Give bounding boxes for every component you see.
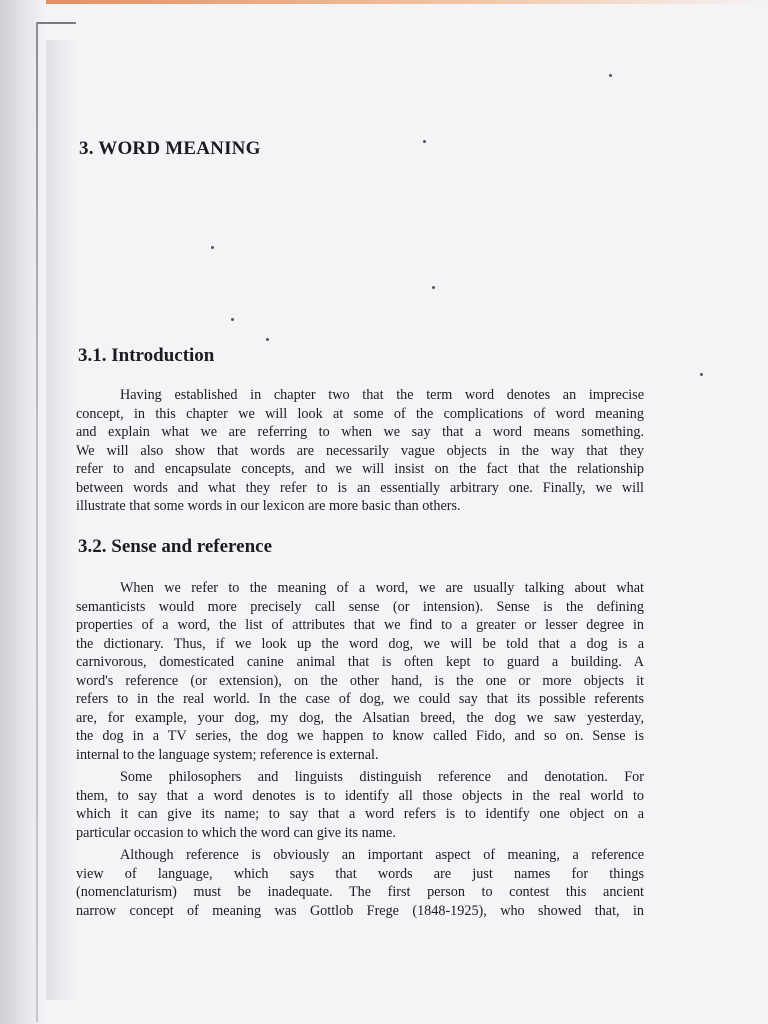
section-heading-sense-and-reference: 3.2. Sense and reference xyxy=(78,536,273,557)
text-line: them, to say that a word denotes is to identify all those objects in the real world to xyxy=(76,787,644,804)
text-line: refer to and encapsulate concepts, and we will insist on the fact that the relationship xyxy=(76,461,644,477)
text-line: (nomenclaturism) must be inadequate. The first person to contest this ancient xyxy=(76,884,644,900)
scan-speck xyxy=(432,286,435,289)
text-line: Some philosophers and linguists distinguish reference and denotation. For xyxy=(120,769,644,785)
text-line: concept, in this chapter we will look at some of the complications of word meaning xyxy=(76,405,644,422)
text-line: word's reference (or extension), on the other hand, is the one or more objects it xyxy=(76,672,644,689)
text-line: which it can give its name; to say that a word refers is to identify one object on a xyxy=(76,806,644,822)
text-line: and explain what we are referring to when we say that a word means something. xyxy=(76,424,644,440)
text-line: internal to the language system; reference is external. xyxy=(76,746,379,763)
text-line: view of language, which says that words are just names for things xyxy=(76,865,644,882)
text-line: are, for example, your dog, my dog, the Alsatian breed, the dog we saw yesterday, xyxy=(76,709,644,726)
page-binding-shadow xyxy=(0,0,46,1024)
text-line: Although reference is obviously an important aspect of meaning, a reference xyxy=(120,847,644,863)
scan-speck xyxy=(700,373,703,376)
text-line: the dictionary. Thus, if we look up the word dog, we will be told that a dog is a xyxy=(76,635,644,652)
scan-speck xyxy=(266,338,269,341)
text-line: When we refer to the meaning of a word, we are usually talking about what xyxy=(120,580,644,596)
scan-speck xyxy=(609,74,612,77)
text-line: semanticists would more precisely call sense (or intension). Sense is the defining xyxy=(76,598,644,615)
paragraph-introduction xyxy=(76,386,644,516)
text-line: Having established in chapter two that the term word denotes an imprecise xyxy=(120,387,644,403)
page-binding-line xyxy=(36,22,38,1022)
text-line: refers to in the real world. In the case of dog, we could say that its possible referents xyxy=(76,691,644,707)
page-top-edge xyxy=(0,0,768,4)
text-line: particular occasion to which the word can give its name. xyxy=(76,824,396,841)
text-line: between words and what they refer to is an essentially arbitrary one. Finally, we will xyxy=(76,479,644,496)
text-line: We will also show that words are necessarily vague objects in the way that they xyxy=(76,442,644,459)
scan-speck xyxy=(423,140,426,143)
scan-speck xyxy=(211,246,214,249)
section-heading-introduction: 3.1. Introduction xyxy=(78,345,215,366)
page-corner-mark xyxy=(36,22,76,32)
paragraph-nomenclaturism xyxy=(76,846,644,920)
text-line: the dog in a TV series, the dog we happen to know called Fido, and so on. Sense is xyxy=(76,728,644,744)
paragraph-reference-denotation xyxy=(76,768,644,842)
paragraph-sense-definition xyxy=(76,579,644,764)
text-line: illustrate that some words in our lexicon are more basic than others. xyxy=(76,498,461,514)
text-line: properties of a word, the list of attributes that we find to a greater or lesser degree in xyxy=(76,617,644,633)
text-line: narrow concept of meaning was Gottlob Frege (1848-1925), who showed that, in xyxy=(76,902,644,919)
page-gutter-shade xyxy=(46,40,76,1000)
scan-speck xyxy=(231,318,234,321)
text-line: carnivorous, domesticated canine animal that is often kept to guard a building. A xyxy=(76,654,644,670)
chapter-title: 3. WORD MEANING xyxy=(79,138,261,159)
